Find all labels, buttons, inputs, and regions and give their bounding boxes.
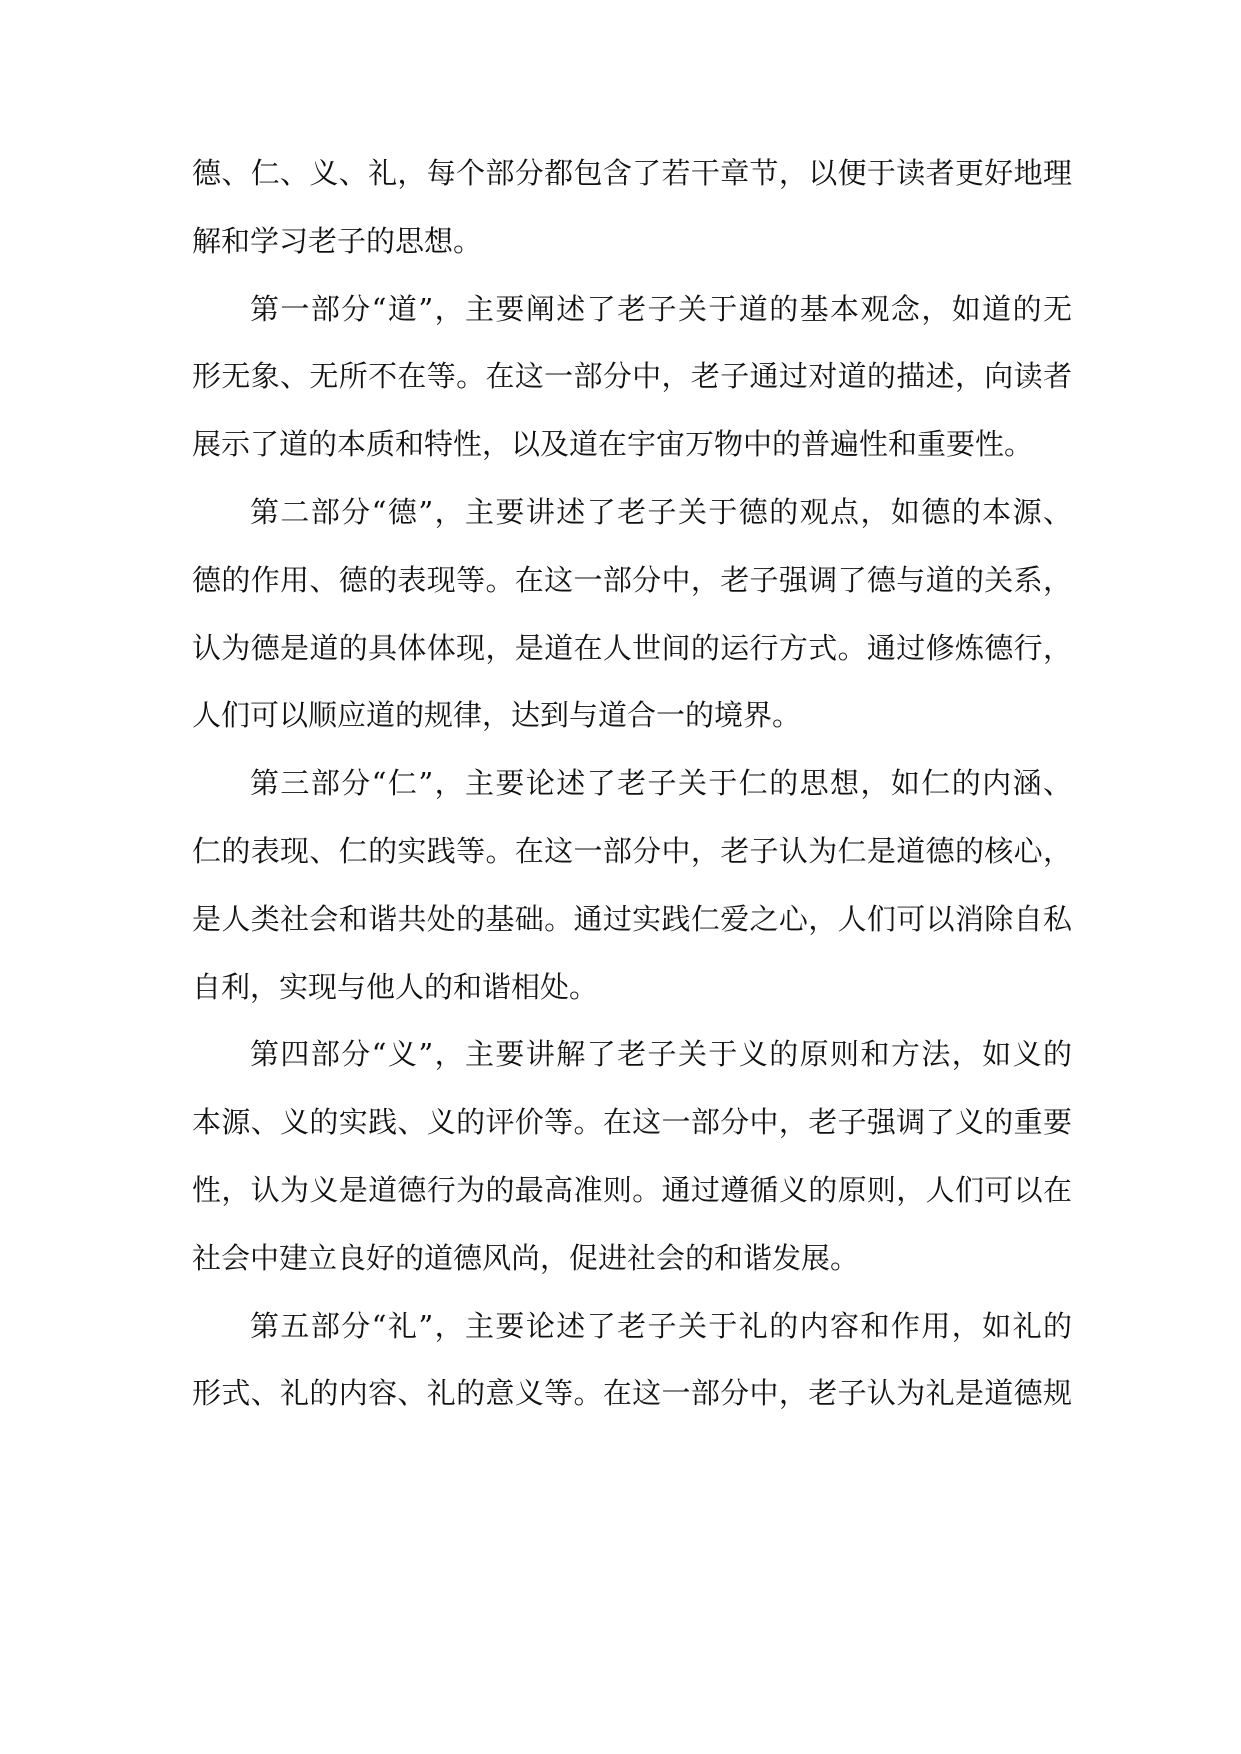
text-line: 自利，实现与他人的和谐相处。 — [192, 969, 599, 1004]
text-line: 展示了道的本质和特性，以及道在宇宙万物中的普遍性和重要性。 — [192, 427, 1034, 462]
paragraph-intro-continuation — [192, 140, 1072, 276]
text-line: 德、仁、义、礼，每个部分都包含了若干章节，以便于读者更好地理 — [192, 156, 1072, 190]
text-line: 社会中建立良好的道德风尚，促进社会的和谐发展。 — [192, 1240, 860, 1275]
text-line: 性，认为义是道德行为的最高准则。通过遵循义的原则，人们可以在 — [192, 1172, 1072, 1207]
paragraph-part-three-ren — [192, 750, 1072, 1021]
text-line: 仁的表现、仁的实践等。在这一部分中，老子认为仁是道德的核心， — [192, 833, 1072, 868]
text-line: 形式、礼的内容、礼的意义等。在这一部分中，老子认为礼是道德规 — [192, 1376, 1072, 1411]
paragraph-part-four-yi — [192, 1021, 1072, 1292]
text-line: 第五部分“礼”，主要论述了老子关于礼的内容和作用，如礼的 — [250, 1308, 1072, 1343]
text-line: 解和学习老子的思想。 — [192, 223, 483, 258]
text-line: 是人类社会和谐共处的基础。通过实践仁爱之心，人们可以消除自私 — [192, 901, 1072, 936]
text-line: 第一部分“道”，主要阐述了老子关于道的基本观念，如道的无 — [250, 291, 1072, 326]
text-line: 形无象、无所不在等。在这一部分中，老子通过对道的描述，向读者 — [192, 359, 1072, 394]
text-line: 本源、义的实践、义的评价等。在这一部分中，老子强调了义的重要 — [192, 1105, 1072, 1140]
paragraph-part-one-dao — [192, 276, 1072, 479]
text-line: 德的作用、德的表现等。在这一部分中，老子强调了德与道的关系， — [192, 562, 1072, 597]
text-line: 认为德是道的具体体现，是道在人世间的运行方式。通过修炼德行， — [192, 630, 1072, 665]
text-line: 第三部分“仁”，主要论述了老子关于仁的思想，如仁的内涵、 — [250, 766, 1072, 801]
text-line: 第二部分“德”，主要讲述了老子关于德的观点，如德的本源、 — [250, 494, 1072, 529]
body-text — [192, 140, 1072, 1428]
text-line: 第四部分“义”，主要讲解了老子关于义的原则和方法，如义的 — [250, 1037, 1072, 1072]
text-line: 人们可以顺应道的规律，达到与道合一的境界。 — [192, 698, 802, 733]
paragraph-part-two-de — [192, 479, 1072, 750]
paragraph-part-five-li — [192, 1293, 1072, 1429]
